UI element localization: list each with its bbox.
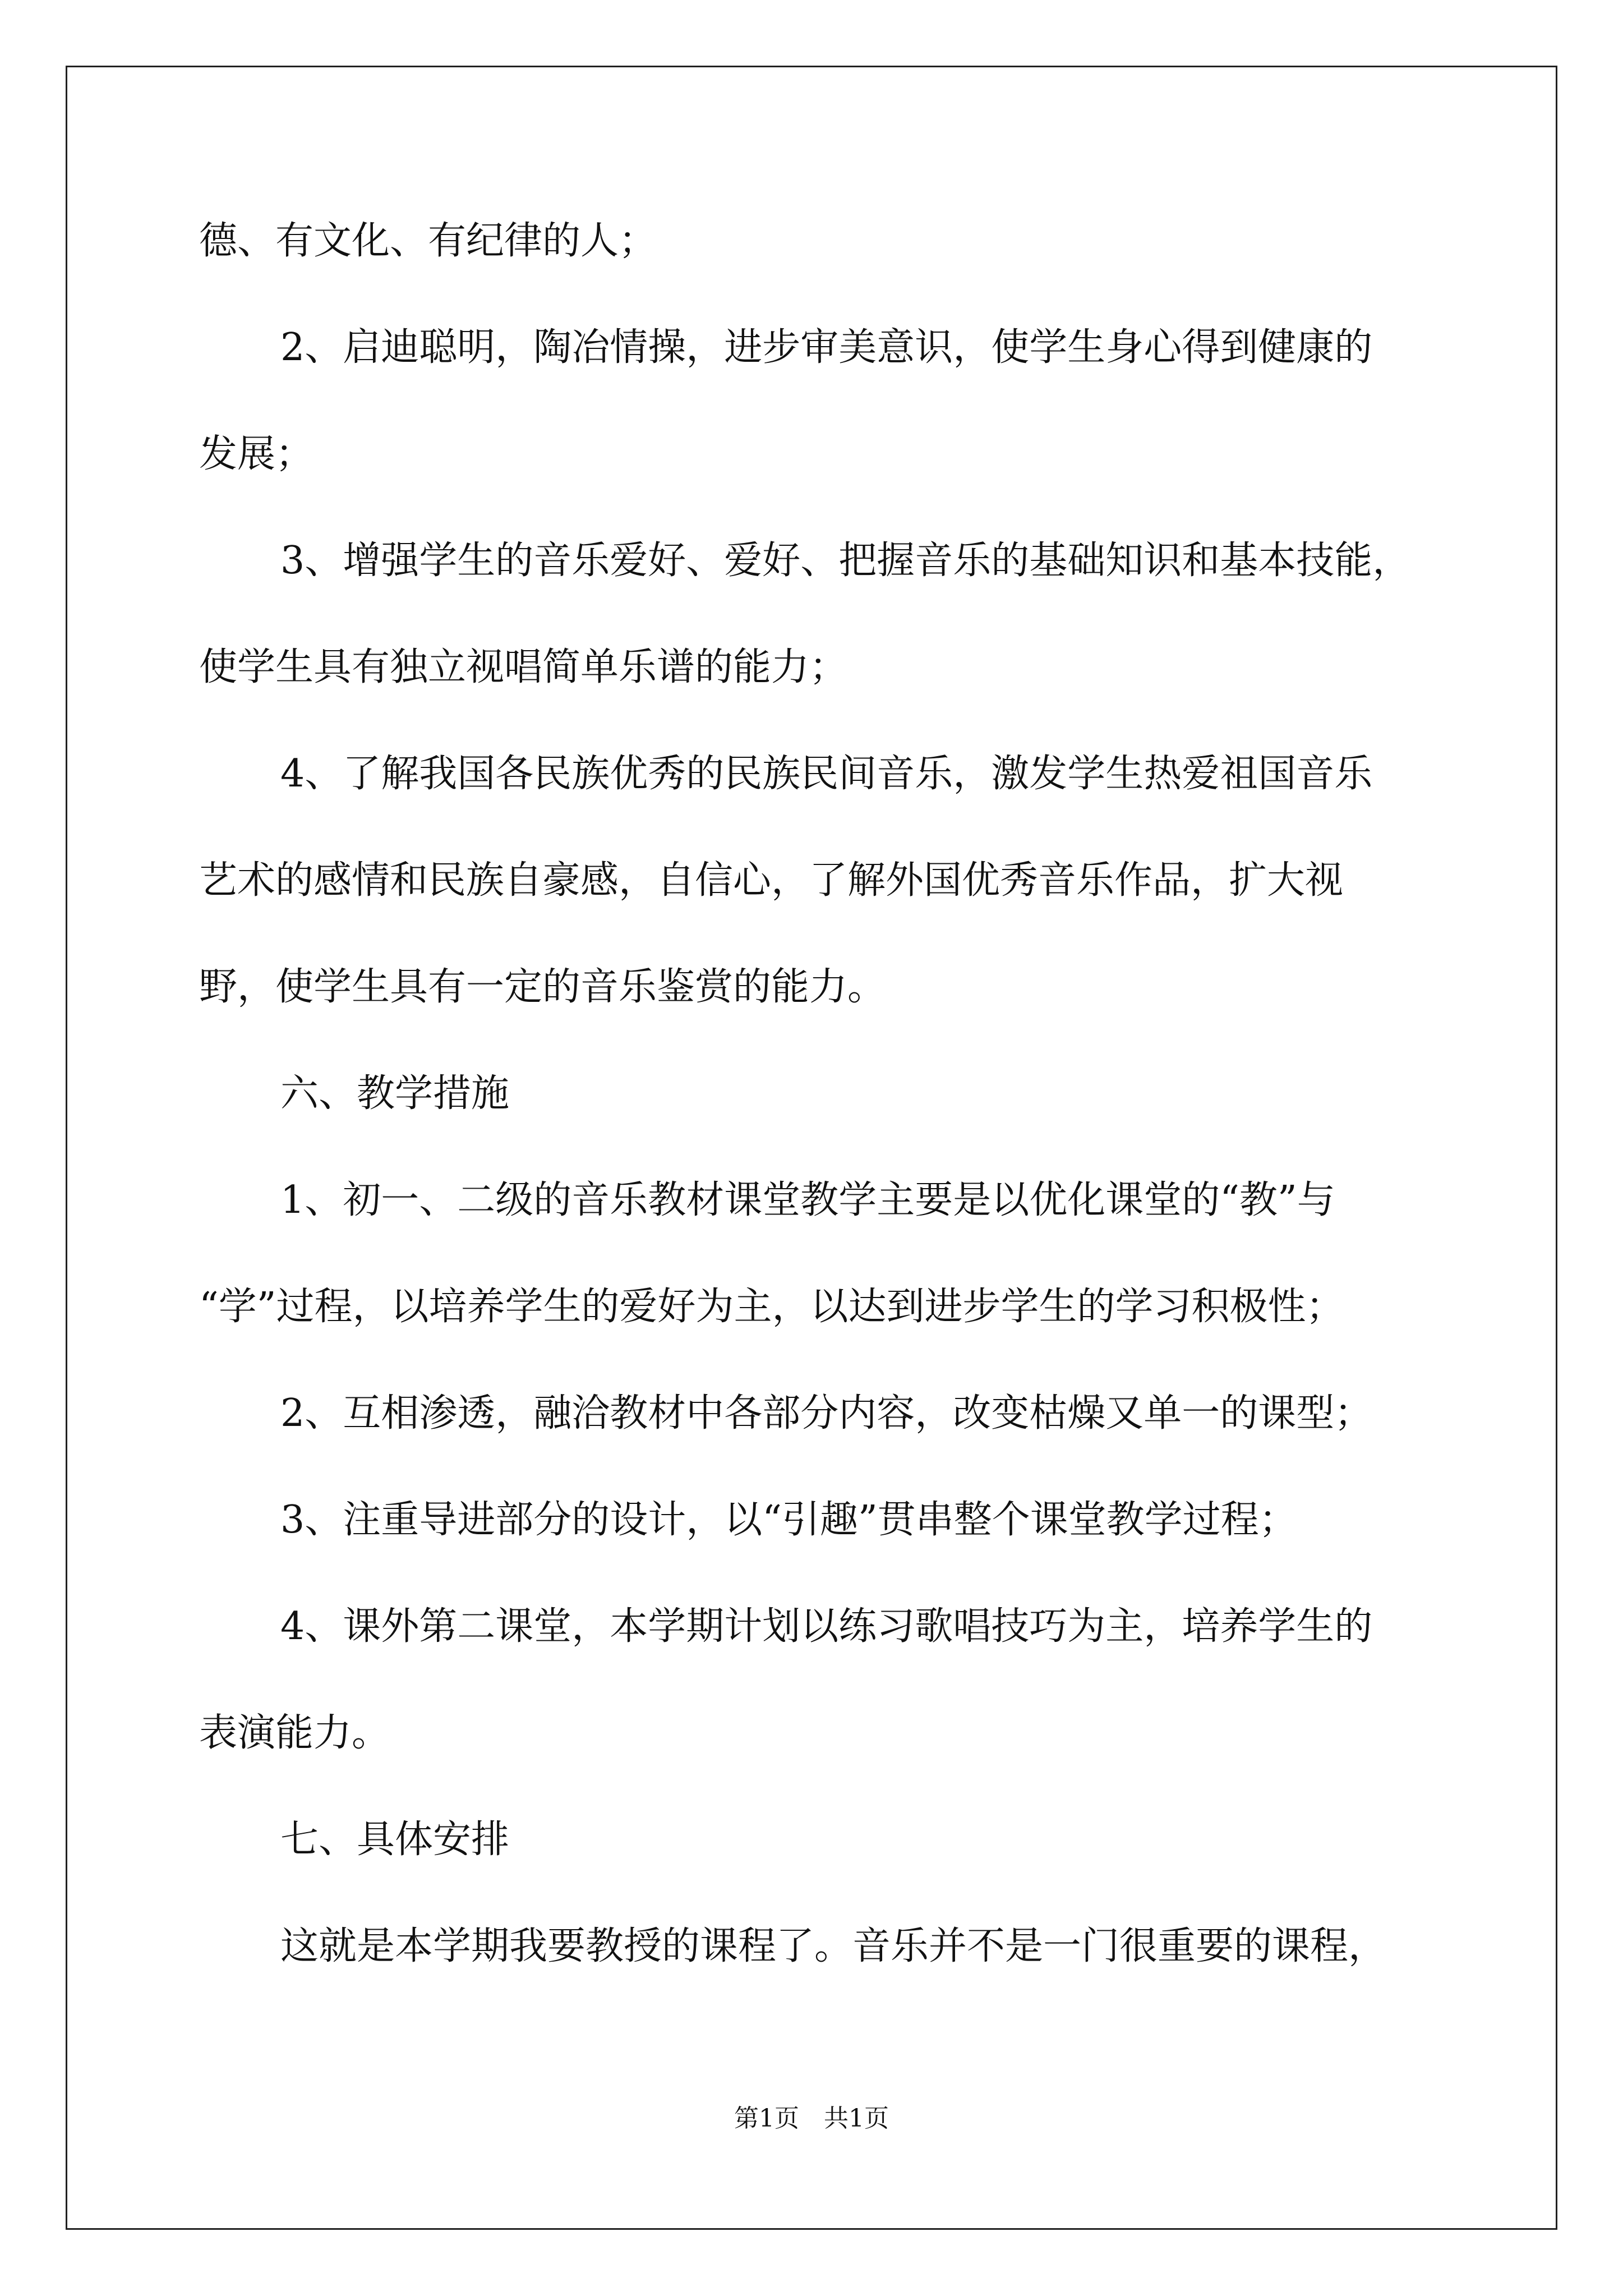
text-line: 野，使学生具有一定的音乐鉴赏的能力。 [199, 965, 886, 1009]
text-line: 德、有文化、有纪律的人； [199, 219, 657, 263]
section-heading: 七、具体安排 [280, 1818, 510, 1862]
text-line: 使学生具有独立视唱简单乐谱的能力； [199, 645, 848, 689]
text-line: 发展； [199, 432, 314, 476]
text-line: 2、互相渗透，融洽教材中各部分内容，改变枯燥又单一的课型； [280, 1391, 1373, 1435]
text-line: 表演能力。 [199, 1711, 390, 1755]
section-heading: 六、教学措施 [280, 1071, 510, 1116]
text-line: 3、增强学生的音乐爱好、爱好、把握音乐的基础知识和基本技能， [280, 539, 1411, 583]
page-number: 第1页 共1页 [734, 2104, 889, 2133]
text-line: 这就是本学期我要教授的课程了。音乐并不是一门很重要的课程， [280, 1924, 1387, 1968]
text-line: 4、了解我国各民族优秀的民族民间音乐，激发学生热爱祖国音乐 [280, 752, 1373, 796]
text-line: 1、初一、二级的音乐教材课堂教学主要是以优化课堂的“教”与 [280, 1178, 1335, 1222]
text-line: “学”过程，以培养学生的爱好为主，以达到进步学生的学习积极性； [199, 1285, 1344, 1329]
text-line: 4、课外第二课堂，本学期计划以练习歌唱技巧为主，培养学生的 [280, 1604, 1373, 1649]
text-line: 2、启迪聪明，陶冶情操，进步审美意识，使学生身心得到健康的 [280, 325, 1373, 370]
text-line: 3、注重导进部分的设计，以“引趣”贯串整个课堂教学过程； [280, 1498, 1297, 1542]
document-body [199, 188, 1455, 2000]
text-line: 艺术的感情和民族自豪感，自信心，了解外国优秀音乐作品，扩大视 [199, 858, 1344, 903]
